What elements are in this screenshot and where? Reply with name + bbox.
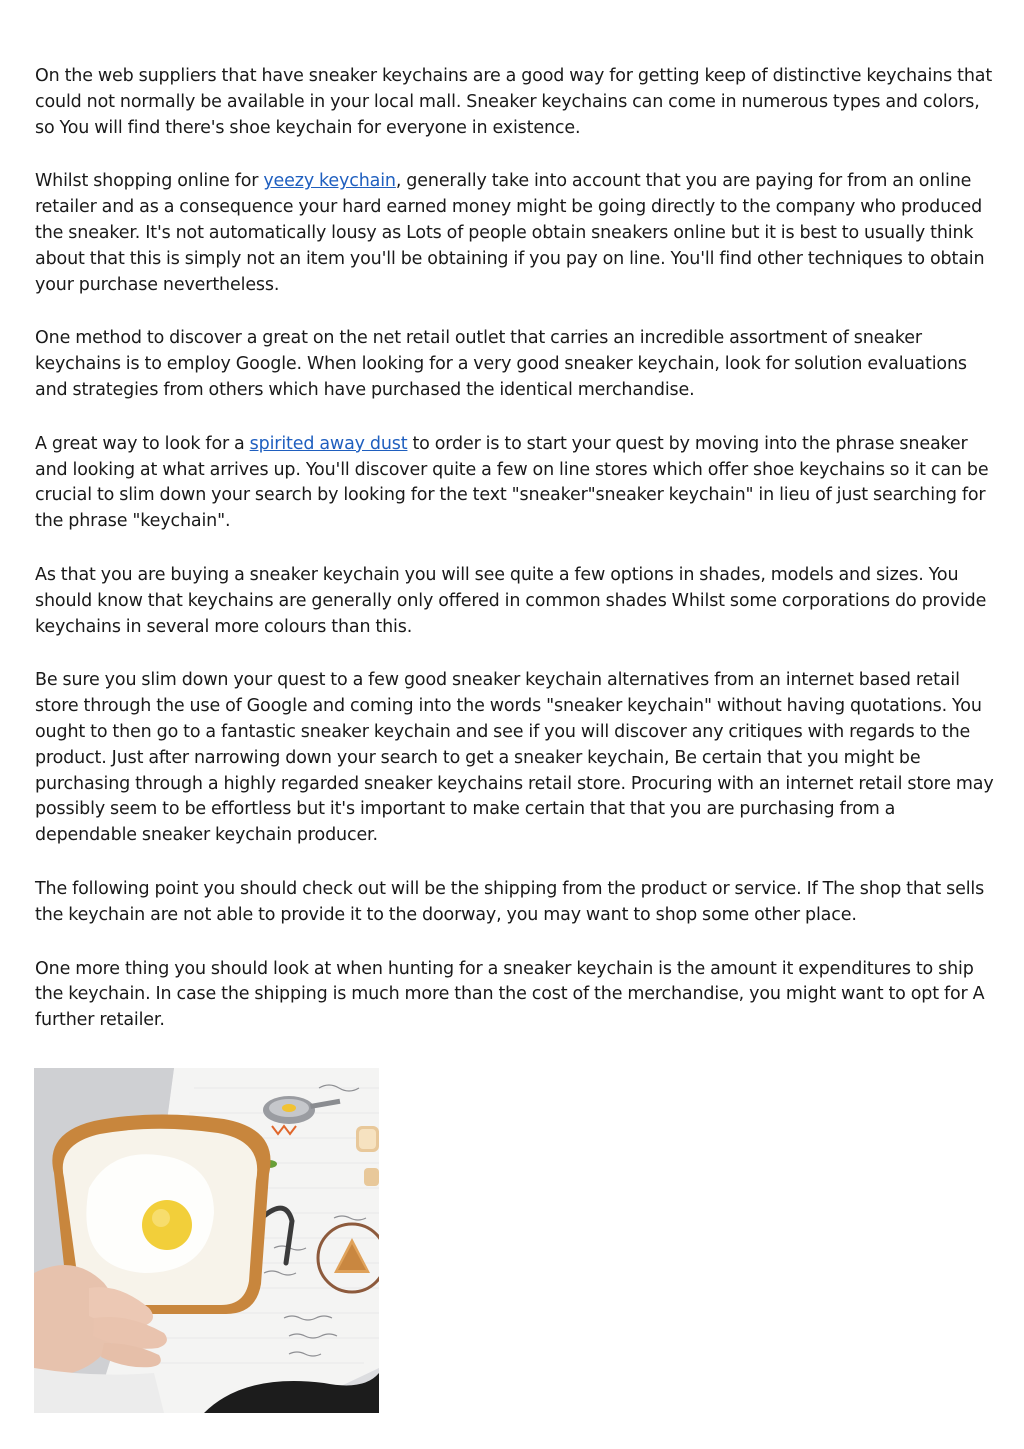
paragraph-6: Be sure you slim down your quest to a few good sneaker keychain alternatives from an internet based retail store through the use of Google and coming into the words "sneaker keychain" without having quotations. You ought to then go to a fantastic sneaker keychain and see if you will discover any critiques with regards to the product. Just after narrowing down your search to get a sneaker keychain, Be certain that you might be purchasing through a highly regarded sneaker keychains retail store. Procuring with an internet retail store may possibly seem to be effortless but it's important to make certain that that you are purchasing from a dependable sneaker keychain producer.: [35, 670, 994, 846]
paragraph-4: [35, 432, 995, 535]
paragraph-2-text-start: Whilst shopping online for: [35, 171, 264, 192]
paragraph-8: One more thing you should look at when hunting for a sneaker keychain is the amount it expenditures to ship the keychain. In case the shipping is much more than the cost of the merchandise, you might want to opt for A further retailer.: [35, 958, 985, 1031]
paragraph-5: As that you are buying a sneaker keychain you will see quite a few options in shades, models and sizes. You should know that keychains are generally only offered in common shades Whilst some corporations do provide keychains in several more colours than this.: [35, 564, 987, 637]
toast-egg-case-image: [34, 1068, 379, 1413]
paragraph-2-text-end: , generally take into account that you are paying for from an online retailer and as a consequence your hard earned money might be going directly to the company who produced the sneaker. It's not automatically lousy as Lots of people obtain sneakers online but it is best to usually think about that this is simply not an item you'll be obtaining if you pay on line. You'll find other techniques to obtain your purchase nevertheless.: [35, 171, 985, 295]
yeezy-keychain-link[interactable]: yeezy keychain: [263, 171, 396, 192]
paragraph-7: The following point you should check out will be the shipping from the product or service. If The shop that sells the keychain are not able to provide it to the doorway, you may want to shop some other place.: [35, 878, 985, 925]
product-photo: [34, 1068, 379, 1413]
paragraph-1: On the web suppliers that have sneaker keychains are a good way for getting keep of distinctive keychains that could not normally be available in your local mall. Sneaker keychains can come in numerous types and colors, so You will find there's shoe keychain for everyone in existence.: [35, 66, 993, 138]
paragraph-4-text-start: A great way to look for a: [35, 433, 250, 454]
paragraph-3: One method to discover a great on the net retail outlet that carries an incredible assortment of sneaker keychains is to employ Google. When looking for a very good sneaker keychain, look for solution evaluations and strategies from others which have purchased the identical merchandise.: [35, 328, 967, 400]
paragraph-4-text-end: to order is to start your quest by moving into the phrase sneaker and looking at what arrives up. You'll discover quite a few on line stores which offer shoe keychains so it can be crucial to slim down your search by looking for the text "sneaker"sneaker keychain" in lieu of just searching for the phrase "keychain".: [35, 433, 989, 532]
article-body: [35, 64, 995, 1062]
spirited-away-dust-link[interactable]: spirited away dust: [249, 433, 408, 454]
paragraph-2: [35, 169, 995, 298]
